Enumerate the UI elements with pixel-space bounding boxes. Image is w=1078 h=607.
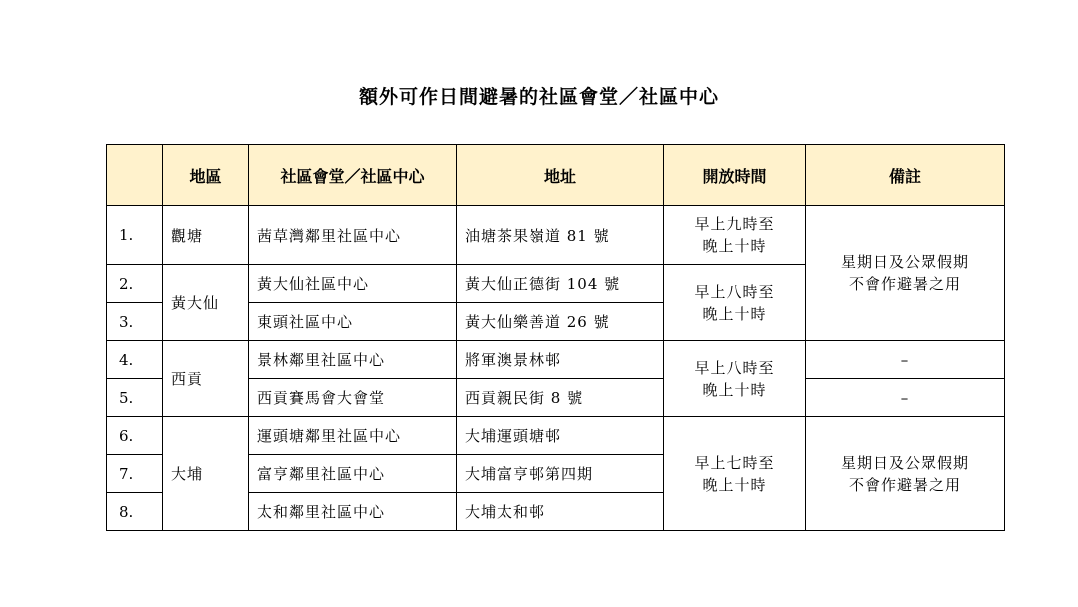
hours-line: 早上九時至 (694, 215, 775, 233)
remarks-line: 不會作避暑之用 (848, 475, 961, 494)
remarks-line: 不會作避暑之用 (848, 275, 961, 293)
row-number: 8. (107, 493, 163, 531)
row-number: 5. (107, 379, 163, 417)
district-cell: 大埔 (163, 417, 249, 531)
remarks-line: 星期日及公眾假期 (840, 453, 969, 472)
header-remarks: 備註 (806, 145, 1005, 206)
centre-name: 茜草灣鄰里社區中心 (249, 206, 457, 265)
community-centre-table (106, 144, 1005, 531)
opening-hours (664, 206, 806, 265)
centre-name: 太和鄰里社區中心 (249, 493, 457, 531)
hours-line: 晚上十時 (702, 237, 767, 255)
row-number: 3. (107, 303, 163, 341)
header-centre: 社區會堂／社區中心 (249, 145, 457, 206)
opening-hours (664, 265, 806, 341)
centre-name: 黃大仙社區中心 (249, 265, 457, 303)
district-cell: 黃大仙 (163, 265, 249, 341)
opening-hours (664, 417, 806, 531)
table-row (107, 206, 1005, 265)
header-district: 地區 (163, 145, 249, 206)
remarks-cell: – (806, 341, 1005, 379)
centre-name: 富亨鄰里社區中心 (249, 455, 457, 493)
hours-line: 早上八時至 (694, 358, 775, 377)
remarks-cell (806, 206, 1005, 341)
centre-name: 東頭社區中心 (249, 303, 457, 341)
page-title: 額外可作日間避暑的社區會堂／社區中心 (358, 86, 719, 108)
remarks-cell: – (806, 379, 1005, 417)
row-number: 4. (107, 341, 163, 379)
centre-name: 運頭塘鄰里社區中心 (249, 417, 457, 455)
row-number: 2. (107, 265, 163, 303)
hours-line: 晚上十時 (702, 475, 767, 494)
district-cell: 觀塘 (163, 206, 249, 265)
header-number (107, 145, 163, 206)
row-number: 1. (107, 206, 163, 265)
opening-hours (664, 341, 806, 417)
header-hours: 開放時間 (664, 145, 806, 206)
header-row (107, 145, 1005, 206)
address-cell: 黃大仙樂善道 26 號 (457, 303, 664, 341)
centre-name: 景林鄰里社區中心 (249, 341, 457, 379)
row-number: 6. (107, 417, 163, 455)
row-number: 7. (107, 455, 163, 493)
hours-line: 晚上十時 (702, 380, 767, 399)
address-cell: 西貢親民街 8 號 (457, 379, 664, 417)
hours-line: 早上七時至 (694, 453, 775, 472)
remarks-cell (806, 417, 1005, 531)
address-cell: 黃大仙正德街 104 號 (457, 265, 664, 303)
address-cell: 大埔富亨邨第四期 (457, 455, 664, 493)
centre-name: 西貢賽馬會大會堂 (249, 379, 457, 417)
hours-line: 早上八時至 (694, 282, 775, 301)
address-cell: 油塘茶果嶺道 81 號 (457, 206, 664, 265)
hours-line: 晚上十時 (702, 304, 767, 323)
table-row (107, 341, 1005, 379)
address-cell: 將軍澳景林邨 (457, 341, 664, 379)
header-address: 地址 (457, 145, 664, 206)
address-cell: 大埔運頭塘邨 (457, 417, 664, 455)
address-cell: 大埔太和邨 (457, 493, 664, 531)
district-cell: 西貢 (163, 341, 249, 417)
table-row (107, 417, 1005, 455)
remarks-line: 星期日及公眾假期 (840, 253, 969, 271)
